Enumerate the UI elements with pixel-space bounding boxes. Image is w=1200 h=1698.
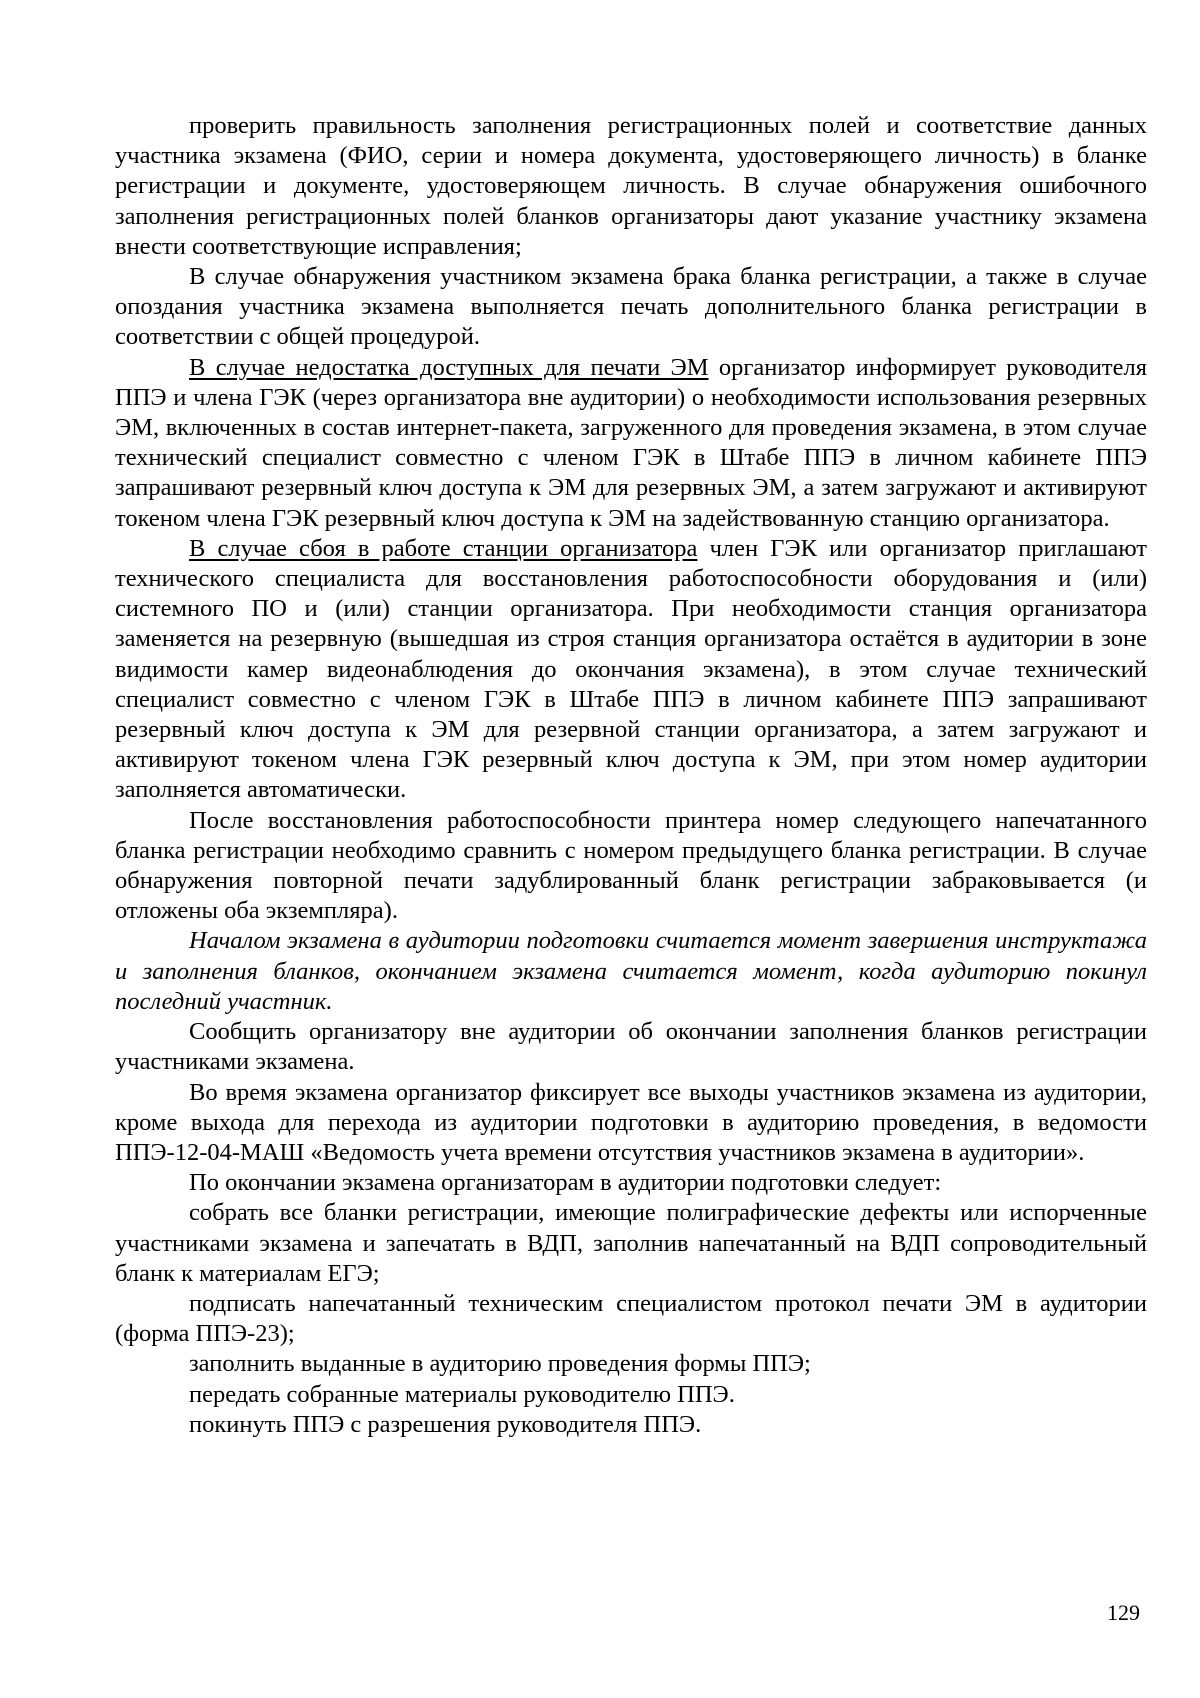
underlined-heading-reserve: В случае недостатка доступных для печати ЭМ — [189, 353, 709, 381]
list-item-fill-forms: заполнить выданные в аудиторию проведения формы ППЭ; — [189, 1350, 811, 1378]
paragraph-reserve-materials — [115, 353, 1147, 534]
paragraph-printer-recovery: После восстановления работоспособности принтера номер следующего напечатанного бланка регистрации необходимо сравнить с номером предыдущего бланка регистрации. В случае обнаружения повторной печати задублированный бланк регистрации забраковывается (и отложены оба экземпляра). — [115, 806, 1147, 925]
paragraph-defective-form: В случае обнаружения участником экзамена брака бланка регистрации, а также в случае опоздания участника экзамена выполняется печать дополнительного бланка регистрации в соответствии с общей процедурой. — [115, 263, 1147, 351]
list-item-collect-forms: собрать все бланки регистрации, имеющие полиграфические дефекты или испорченные участниками экзамена и запечатать в ВДП, заполнив напечатанный на ВДП сопроводительный бланк к материалам ЕГЭ; — [115, 1199, 1147, 1287]
document-page — [115, 111, 1147, 1440]
paragraph-reserve-text: организатор информирует руководителя ППЭ и члена ГЭК (через организатора вне аудитории) о необходимости использования резервных ЭМ, включенных в состав интернет-пакета, загруженного для проведения экзамена, в этом случае технический специалист совместно с членом ГЭК в Штабе ППЭ в личном кабинете ППЭ запрашивают резервный ключ доступа к ЭМ для резервных ЭМ, а затем загружают и активируют токеном члена ГЭК резервный ключ доступа к ЭМ на задействованную станцию организатора. — [115, 353, 1147, 532]
paragraph-notify-organizer: Сообщить организатору вне аудитории об окончании заполнения бланков регистрации участниками экзамена. — [115, 1018, 1147, 1076]
paragraph-station-text: член ГЭК или организатор приглашают технического специалиста для восстановления работоспособности оборудования и (или) системного ПО и (или) станции организатора. При необходимости станция организатора заменяется на резервную (вышедшая из строя станция организатора остаётся в аудитории в зоне видимости камер видеонаблюдения до окончания экзамена), в этом случае технический специалист совместно с членом ГЭК в Штабе ППЭ в личном кабинете ППЭ запрашивают резервный ключ доступа к ЭМ для резервной станции организатора, а затем загружают и активируют токеном члена ГЭК резервный ключ доступа к ЭМ, при этом номер аудитории заполняется автоматически. — [115, 534, 1148, 804]
list-item-leave: покинуть ППЭ с разрешения руководителя ППЭ. — [189, 1410, 702, 1438]
paragraph-after-exam: По окончании экзамена организаторам в аудитории подготовки следует: — [189, 1169, 942, 1197]
list-item-hand-over: передать собранные материалы руководителю ППЭ. — [189, 1380, 735, 1408]
underlined-heading-station: В случае сбоя в работе станции организатора — [189, 534, 698, 562]
list-item-sign-protocol: подписать напечатанный техническим специалистом протокол печати ЭМ в аудитории (форма ППЭ-23); — [115, 1289, 1147, 1348]
paragraph-station-failure — [115, 534, 1147, 806]
paragraph-exam-start-italic: Началом экзамена в аудитории подготовки считается момент завершения инструктажа и заполнения бланков, окончанием экзамена считается момент, когда аудиторию покинул последний участник. — [115, 927, 1147, 1015]
paragraph-check-registration: проверить правильность заполнения регистрационных полей и соответствие данных участника экзамена (ФИО, серии и номера документа, удостоверяющего личность) в бланке регистрации и документе, удостоверяющем личность. В случае обнаружения ошибочного заполнения регистрационных полей бланков организаторы дают указание участнику экзамена внести соответствующие исправления; — [115, 112, 1147, 260]
paragraph-exit-log: Во время экзамена организатор фиксирует все выходы участников экзамена из аудитории, кроме выхода для перехода из аудитории подготовки в аудиторию проведения, в ведомости ППЭ-12-04-МАШ «Ведомость учета времени отсутствия участников экзамена в аудитории». — [115, 1078, 1147, 1166]
page-number: 129 — [1107, 1600, 1140, 1625]
